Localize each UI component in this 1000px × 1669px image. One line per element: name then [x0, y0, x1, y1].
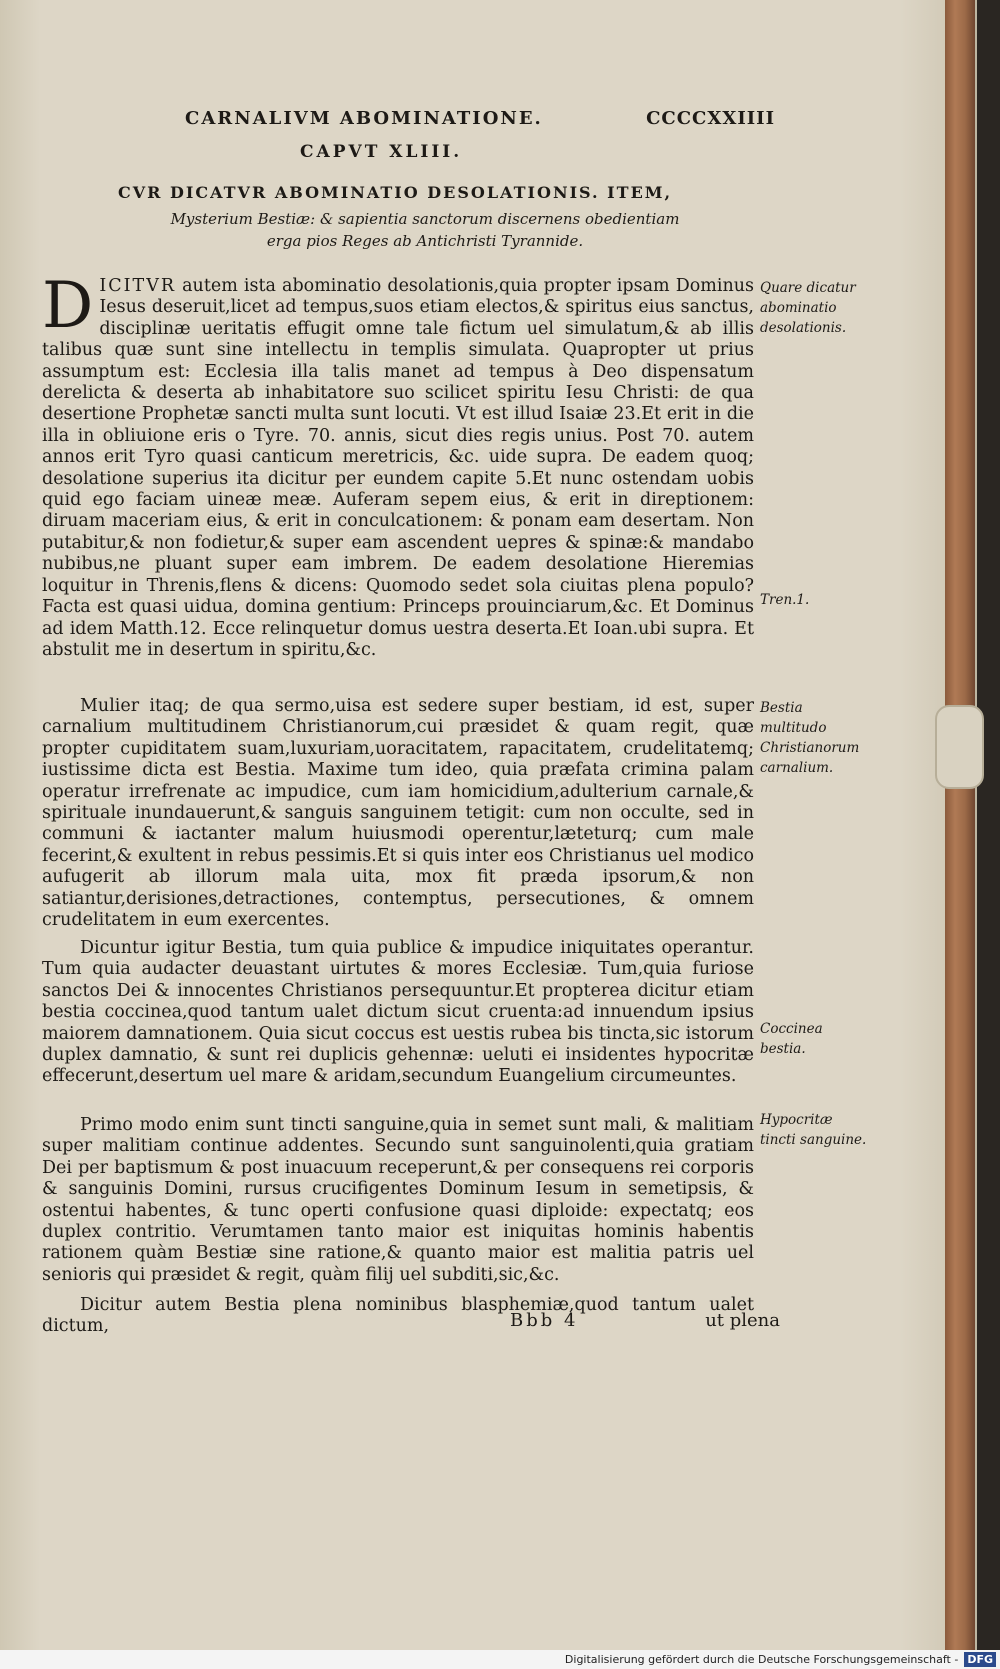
- margin-note: Quare dicatur abominatio desolationis.: [760, 280, 856, 336]
- paragraph-2: Mulier itaq; de qua sermo,uisa est sedere super bestiam, id est, super carnalium multitudinem Christianorum,cui præsidet & quam regit, quæ propter cupiditatem suam,luxuriam,uoracitatem, rapacitatem, crudelitatemq; iustissime dicta est Bestia. Maxime tum ideo, quia præfata crimina palam operatur irrefrenate ac impudice, cum iam homicidium,adulterium carnale,& spirituale inundauerunt,& sanguis sanguinem tetigit: cum non occulte, sed in communi & iactanter malum huiusmodi operentur,læteturq; cum male fecerint,& exultent in rebus pessimis.Et si quis inter eos Christianus uel modico aufugerit ab illorum mala uita, mox fit præda ipsorum,& non satiantur,derisiones,detractiones, contemptus, persecutiones, & omnem crudelitatem in eum exercentes.: [42, 696, 754, 931]
- margin-note: Tren.1.: [760, 592, 810, 608]
- paragraph-1: [42, 269, 754, 661]
- chapter-title: CVR DICATVR ABOMINATIO DESOLATIONIS. ITEM,: [118, 183, 673, 202]
- digitization-credit: [0, 1650, 1000, 1669]
- chapter-subtitle: Mysterium Bestiæ: & sapientia sanctorum discernens obedientiam erga pios Reges ab Antichristi Tyrannide.: [170, 210, 680, 250]
- dfg-logo: DFG: [964, 1652, 996, 1667]
- catchword: ut plena: [705, 1310, 780, 1331]
- running-title: CARNALIVM ABOMINATIONE.: [185, 108, 543, 129]
- page-footer: [510, 1310, 780, 1334]
- signature-mark: Bbb 4: [510, 1310, 579, 1331]
- credit-text: Digitalisierung gefördert durch die Deutsche Forschungsgemeinschaft -: [564, 1653, 959, 1666]
- paragraph-1-text: autem ista abominatio desolationis,quia propter ipsam Dominus Iesus deseruit,licet ad tempus,suos etiam electos,& spiritus eius sanctus, disciplinæ ueritatis effugit omne tale fictum uel simulatum,& ab illis talibus quæ sunt sine intellectu in templis simulata. Quapropter ut prius assumptum est: Ecclesia illa talis manet ad tempus à Deo dispensatum derelicta & deserta ab inhabitatore suo scilicet spiritu Iesu Christi: de qua desertione Prophetæ sancti multa sunt locuti. Vt est illud Isaiæ 23.Et erit in die illa in obliuione eris o Tyre. 70. annis, sicut dies regis unius. Post 70. autem annos erit Tyro quasi canticum meretricis, &c. uide supra. De eadem quoq; desolatione superius ita dicitur per eundem capite 5.Et nunc ostendam uobis quid ego faciam uineæ meæ. Auferam sepem eius, & erit in direptionem: diruam maceriam eius, & erit in conculcationem: & ponam eam desertam. Non putabitur,& non fodietur,& super eam ascendent uepres & spinæ:& mandabo nubibus,ne pluant super eam imbrem. De eadem desolatione Hieremias loquitur in Threnis,flens & dicens: Quomodo sedet sola ciuitas plena populo? Facta est quasi uidua, domina gentium: Princeps prouinciarum,&c. Et Dominus ad idem Matth.12. Ecce relinquetur domus uestra deserta.Et Ioan.ubi supra. Et abstulit me in desertum in spiritu,&c.: [42, 276, 754, 660]
- paragraph-4: Primo modo enim sunt tincti sanguine,quia in semet sunt mali, & malitiam super malitiam continue addentes. Secundo sunt sanguinolenti,quia gratiam Dei per baptismum & post inuacuum receperunt,& per consequens rei corporis & sanguinis Domini, rursus crucifigentes Dominum Iesum in semetipsis, & ostentui habentes, & tunc operti confusione quasi diploide: expectatq; eos duplex contritio. Verumtamen tanto maior est iniquitas hominis habentis rationem quàm Bestiæ sine ratione,& quanto maior est malitia patris uel senioris qui præsidet & regit, quàm filij uel subditi,sic,&c.: [42, 1115, 754, 1285]
- margin-note: Hypocritæ tincti sanguine.: [760, 1112, 867, 1148]
- book-binding-edge: [945, 0, 975, 1650]
- margin-note: Coccinea bestia.: [760, 1021, 823, 1057]
- drop-cap: D: [42, 269, 94, 343]
- running-header: [185, 108, 775, 142]
- chapter-heading: CAPVT XLIII.: [300, 142, 463, 162]
- paragraph-5: Dicitur autem Bestia plena nominibus blasphemiæ,quod tantum ualet dictum,: [42, 1295, 754, 1337]
- folio-number: CCCCXXIIII: [646, 108, 775, 129]
- page-tab-marker: [935, 705, 984, 789]
- paragraph-1-lead: ICITVR: [99, 276, 177, 296]
- margin-note: Bestia multitudo Christianorum carnalium.: [760, 700, 860, 776]
- paragraph-3: Dicuntur igitur Bestia, tum quia publice & impudice iniquitates operantur. Tum quia audacter deuastant uirtutes & mores Ecclesiæ. Tum,quia furiose sanctos Dei & innocentes Christianos persequuntur.Et propterea dicitur etiam bestia coccinea,quod tantum ualet dictum sicut cruenta:ad innuendum ipsius maiorem damnationem. Quia sicut coccus est uestis rubea bis tincta,sic istorum duplex damnatio, & sunt rei duplicis gehennæ: ueluti ei insidentes hypocritæ effecerunt,desertum uel mare & aridam,secundum Euangelium circumeuntes.: [42, 938, 754, 1087]
